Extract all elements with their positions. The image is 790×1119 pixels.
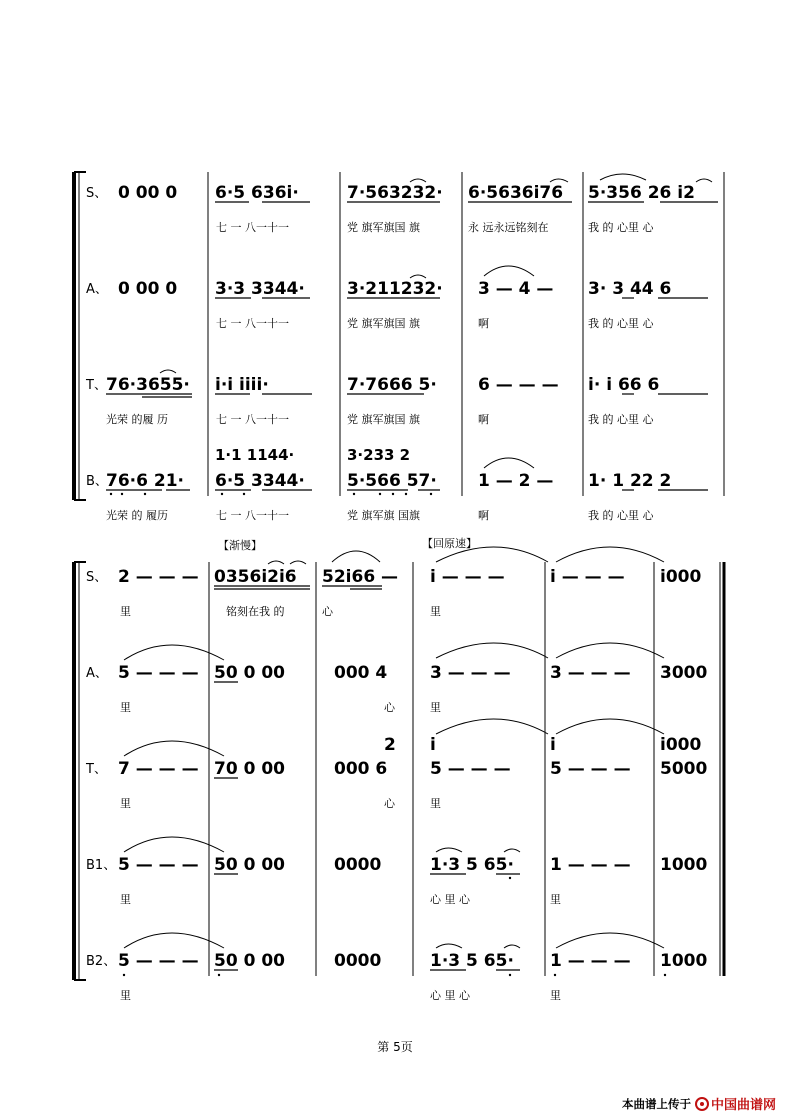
notation-measure: 50 0 00 xyxy=(214,951,285,971)
notation-measure: 5·356 26 i2 xyxy=(588,183,695,203)
upload-credit-text: 本曲谱上传于 xyxy=(621,1096,691,1111)
notation-measure: i·i iiii· xyxy=(215,375,269,395)
lyric-line: 我 的 心里 心 xyxy=(588,317,654,330)
notation-measure: 1 — — — xyxy=(550,855,631,875)
lyric-line: 我 的 心里 心 xyxy=(588,509,654,522)
lyric-line: 党 旗军旗国 旗 xyxy=(347,317,420,330)
part-label: T、 xyxy=(86,378,107,393)
notation-measure: 52i66 — xyxy=(322,567,399,587)
lyric-line: 里 xyxy=(430,605,441,618)
system-1 xyxy=(74,172,724,522)
notation-measure: 50 0 00 xyxy=(214,663,285,683)
lyric-line: 里 xyxy=(550,989,561,1002)
notation-upper-measure: i000 xyxy=(660,735,702,755)
lyric-line: 里 xyxy=(120,989,131,1002)
notation-measure: 0 00 0 xyxy=(118,183,178,203)
notation-measure: 1·3 5 65· xyxy=(430,951,514,971)
notation-measure: 5 — — — xyxy=(430,759,511,779)
lyric-line: 里 xyxy=(120,605,131,618)
notation-measure: 76·6 21· xyxy=(106,471,184,491)
notation-measure: 2 — — — xyxy=(118,567,199,587)
notation-upper-measure: 2 xyxy=(384,735,396,755)
notation-measure: 5·566 57· xyxy=(347,471,437,491)
part-label: A、 xyxy=(86,666,108,681)
lyric-line: 啊 xyxy=(478,317,489,330)
lyric-line: 心 xyxy=(322,605,333,618)
notation-measure: 5000 xyxy=(660,759,708,779)
site-name: 中国曲谱网 xyxy=(710,1098,776,1113)
lyric-line: 七 一 八一十一 xyxy=(216,317,289,330)
notation-measure: i — — — xyxy=(550,567,625,587)
part-label: S、 xyxy=(86,570,108,585)
notation-measure: 3· 3 44 6 xyxy=(588,279,672,299)
notation-measure: 3000 xyxy=(660,663,708,683)
lyric-line: 心 xyxy=(384,701,395,714)
notation-measure: 5 — — — xyxy=(118,951,199,971)
part-label: B2、 xyxy=(86,954,117,969)
page-number: 第 5页 xyxy=(377,1040,413,1054)
notation-measure: 3·3 3344· xyxy=(215,279,305,299)
notation-measure: 70 0 00 xyxy=(214,759,285,779)
qupu-logo-icon xyxy=(695,1097,709,1111)
s1-tenor-part xyxy=(85,370,708,426)
notation-measure: 6 — — — xyxy=(478,375,559,395)
tempo-mark-a-tempo: 【回原速】 xyxy=(422,537,477,550)
notation-measure: 000 6 xyxy=(334,759,388,779)
notation-measure: 000 4 xyxy=(334,663,388,683)
part-label: B1、 xyxy=(86,858,117,873)
notation-upper-measure: i xyxy=(430,735,436,755)
lyric-line: 我 的 心里 心 xyxy=(588,413,654,426)
lyric-line: 啊 xyxy=(478,509,489,522)
notation-measure: 1000 xyxy=(660,951,708,971)
s2-tenor-part xyxy=(85,719,707,810)
s2-alto-part xyxy=(86,643,707,714)
lyric-line: 光荣 的履 历 xyxy=(106,413,168,426)
system-2 xyxy=(74,536,724,1002)
notation-measure: i· i 66 6 xyxy=(588,375,660,395)
lyric-line: 里 xyxy=(120,797,131,810)
lyric-line: 心 xyxy=(384,797,395,810)
notation-upper-measure: 3·233 2 xyxy=(347,446,411,464)
notation-measure: i — — — xyxy=(430,567,505,587)
notation-measure: 7 — — — xyxy=(118,759,199,779)
part-label: S、 xyxy=(86,186,108,201)
lyric-line: 党 旗军旗国 旗 xyxy=(347,221,420,234)
lyric-line: 光荣 的 履历 xyxy=(106,509,168,522)
notation-measure: 5 — — — xyxy=(118,855,199,875)
notation-measure: 76·3655· xyxy=(106,375,190,395)
notation-measure: 5 — — — xyxy=(550,759,631,779)
part-label: T、 xyxy=(86,762,107,777)
notation-measure: 6·5 3344· xyxy=(215,471,305,491)
lyric-line: 七 一 八一十一 xyxy=(216,509,289,522)
notation-measure: 3 — 4 — xyxy=(478,279,554,299)
notation-measure: 0000 xyxy=(334,951,382,971)
s2-bass2-part xyxy=(86,933,707,1002)
notation-measure: 3 — — — xyxy=(430,663,511,683)
lyric-line: 里 xyxy=(430,701,441,714)
lyric-line: 里 xyxy=(550,893,561,906)
notation-upper-measure: i xyxy=(550,735,556,755)
notation-measure: 1 — — — xyxy=(550,951,631,971)
notation-measure: 3 — — — xyxy=(550,663,631,683)
notation-measure: 1·3 5 65· xyxy=(430,855,514,875)
s2-bass1-part xyxy=(86,837,707,906)
notation-measure: 1· 1 22 2 xyxy=(588,471,672,491)
notation-measure: 3·211232· xyxy=(347,279,443,299)
notation-measure: 6·5 636i· xyxy=(215,183,299,203)
lyric-line: 党 旗军旗 国旗 xyxy=(347,509,420,522)
notation-measure: 0356i2i6 xyxy=(214,567,297,587)
tempo-mark-ritardando: 【渐慢】 xyxy=(218,539,262,552)
notation-measure: 7·563232· xyxy=(347,183,443,203)
lyric-line: 我 的 心里 心 xyxy=(588,221,654,234)
lyric-line: 里 xyxy=(430,797,441,810)
lyric-line: 里 xyxy=(120,893,131,906)
notation-measure: 0 00 0 xyxy=(118,279,178,299)
notation-measure: 1 — 2 — xyxy=(478,471,554,491)
lyric-line: 啊 xyxy=(478,413,489,426)
lyric-line: 心 里 心 xyxy=(430,893,470,906)
notation-measure: 50 0 00 xyxy=(214,855,285,875)
lyric-line: 铭刻在我 的 xyxy=(226,605,285,618)
s1-alto-part xyxy=(86,266,708,330)
upload-credit xyxy=(622,1094,776,1113)
lyric-line: 七 一 八一十一 xyxy=(216,413,289,426)
part-label: B、 xyxy=(86,474,108,489)
notation-measure: 5 — — — xyxy=(118,663,199,683)
s1-soprano-part xyxy=(86,174,718,234)
notation-measure: 1000 xyxy=(660,855,708,875)
lyric-line: 里 xyxy=(120,701,131,714)
lyric-line: 心 里 心 xyxy=(430,989,470,1002)
lyric-line: 七 一 八一十一 xyxy=(216,221,289,234)
notation-measure: i000 xyxy=(660,567,702,587)
notation-measure: 0000 xyxy=(334,855,382,875)
lyric-line: 党 旗军旗国 旗 xyxy=(347,413,420,426)
lyric-line: 永 远永远铭刻在 xyxy=(468,221,549,234)
notation-measure: 7·7666 5· xyxy=(347,375,437,395)
notation-upper-measure: 1·1 1144· xyxy=(215,446,295,464)
notation-measure: 6·5636i76 xyxy=(468,183,564,203)
site-logo[interactable] xyxy=(695,1094,776,1113)
s1-bass-part xyxy=(86,446,708,522)
s2-soprano-part xyxy=(86,547,701,618)
part-label: A、 xyxy=(86,282,108,297)
